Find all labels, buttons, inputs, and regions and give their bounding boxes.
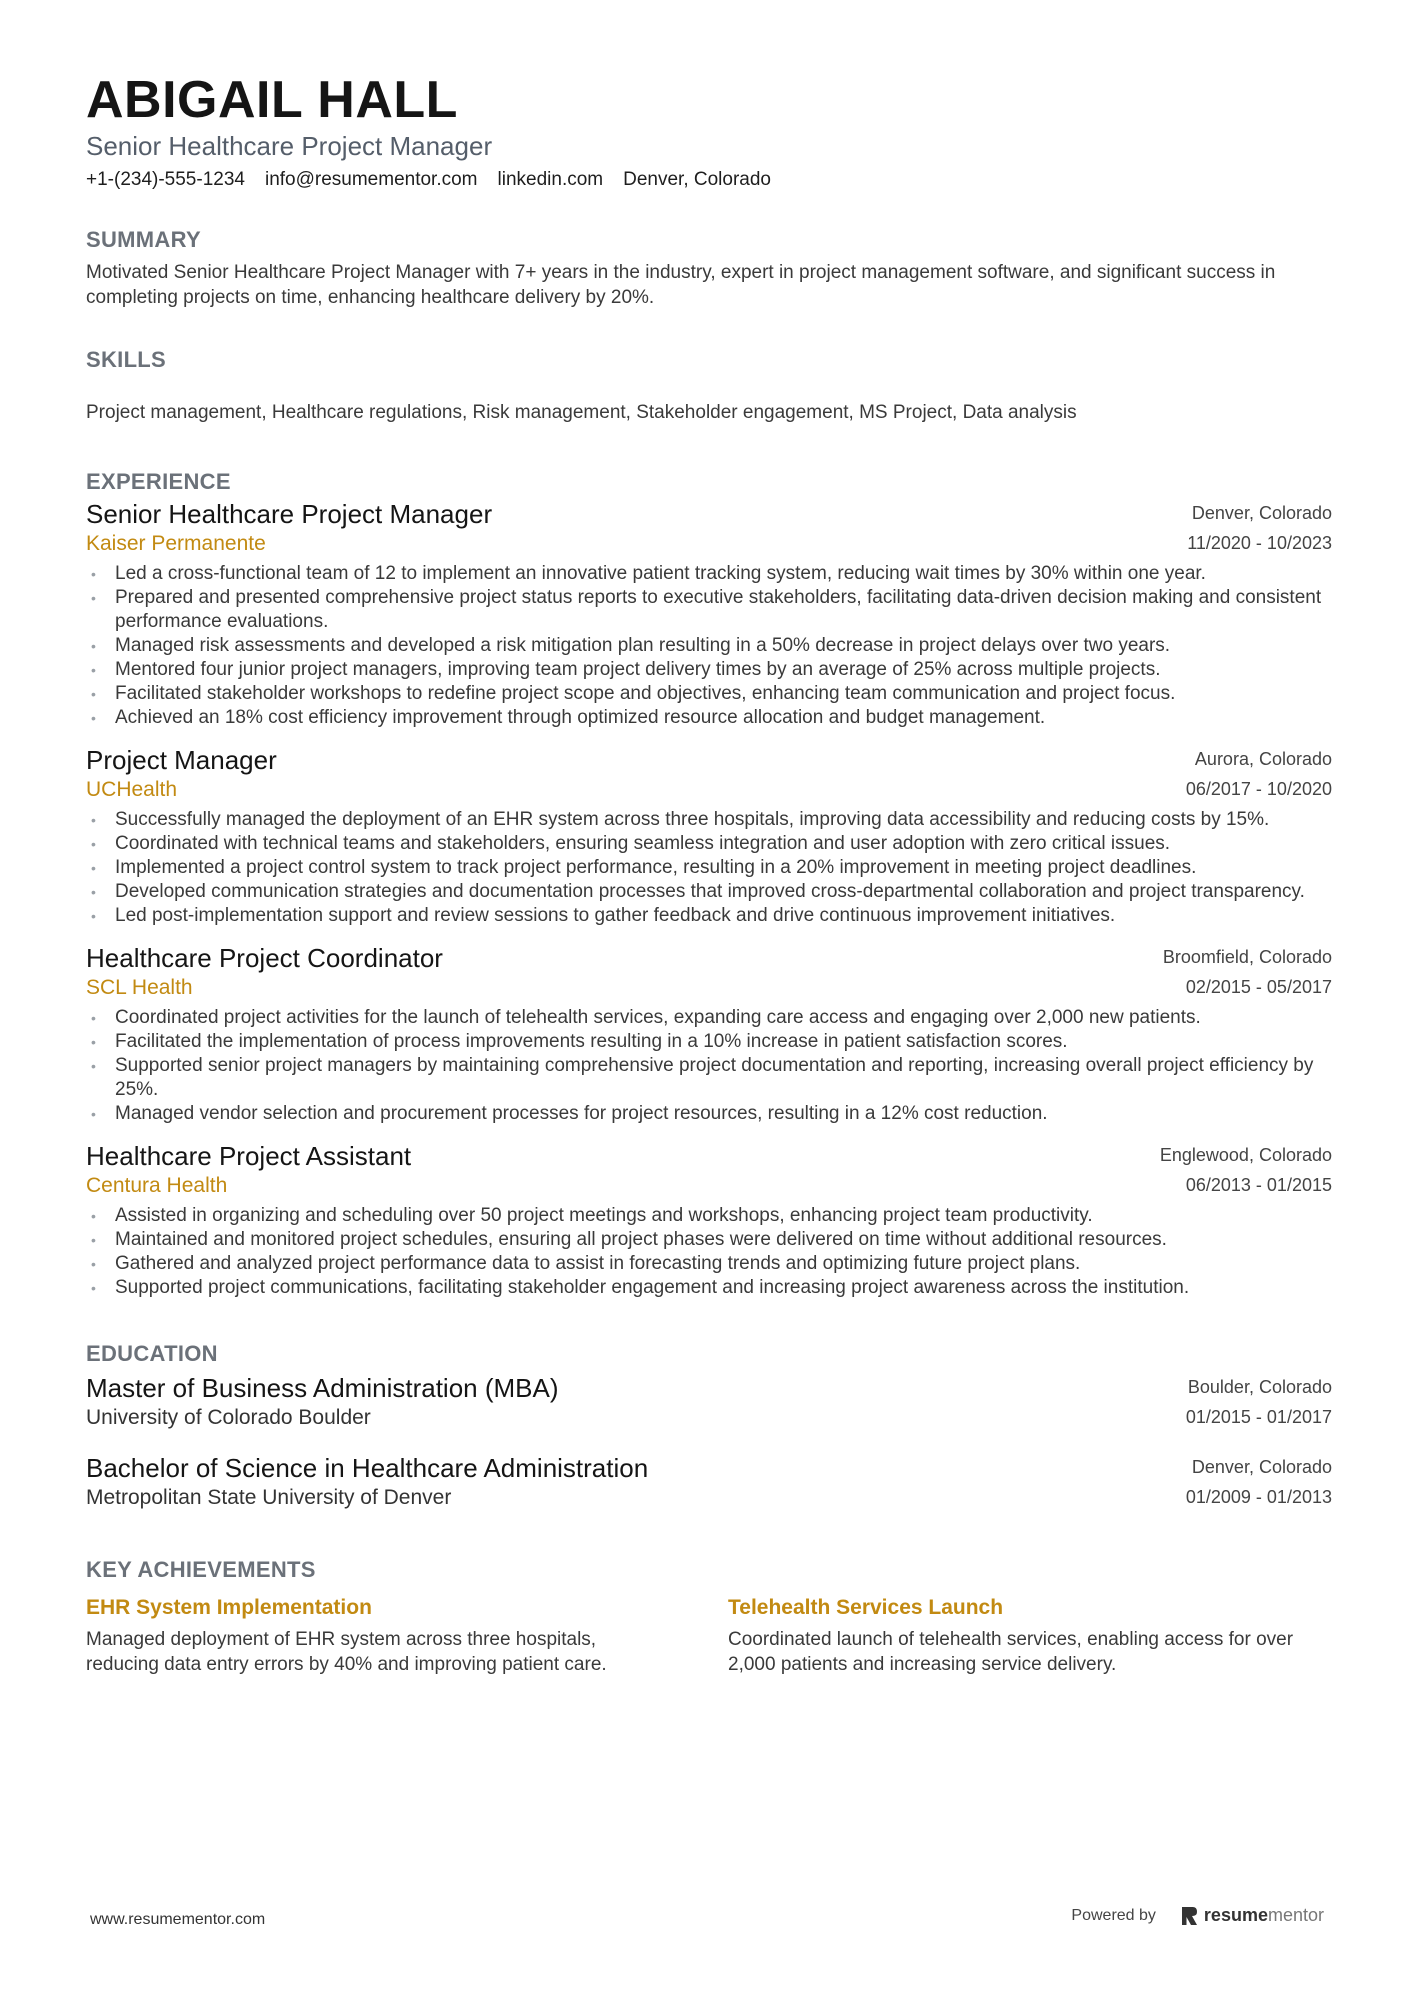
job-company: UCHealth (86, 778, 178, 801)
education-dates: 01/2009 - 01/2013 (1185, 1487, 1332, 1507)
achievement-item (86, 1594, 662, 1677)
bullet-item: • Supported senior project managers by maintaining comprehensive project documentation and reporting, increasing overall project efficiency by 25%. (86, 1054, 1332, 1102)
job-title: Senior Healthcare Project Manager (86, 499, 493, 529)
job-dates: 02/2015 - 05/2017 (1185, 977, 1332, 997)
job-bullets (86, 562, 1332, 730)
education-location: Boulder, Colorado (1187, 1377, 1332, 1397)
bullet-item: • Led post-implementation support and review sessions to gather feedback and drive continuous improvement initiatives. (86, 904, 1332, 928)
education-location: Denver, Colorado (1191, 1457, 1332, 1477)
job-title: Healthcare Project Assistant (86, 1141, 412, 1171)
job-dates: 06/2017 - 10/2020 (1185, 779, 1332, 799)
contact-info (86, 168, 1332, 192)
job-bullets (86, 1204, 1332, 1300)
school-name: Metropolitan State University of Denver (86, 1486, 452, 1509)
job-bullets (86, 1006, 1332, 1126)
experience-heading: EXPERIENCE (86, 469, 231, 494)
contact-location: Denver, Colorado (623, 169, 771, 190)
achievement-desc: Managed deployment of EHR system across three hospitals, reducing data entry errors by 40% and improving patient care. (86, 1629, 607, 1675)
achievements-heading: KEY ACHIEVEMENTS (86, 1557, 316, 1582)
bullet-item: • Supported project communications, facilitating stakeholder engagement and increasing project awareness across the institution. (86, 1276, 1332, 1300)
job-company: Centura Health (86, 1174, 228, 1197)
bullet-item: • Managed risk assessments and developed a risk mitigation plan resulting in a 50% decrease in project delays over two years. (86, 634, 1332, 658)
job-entry (86, 498, 1332, 730)
resume-header (86, 70, 1332, 192)
job-dates: 11/2020 - 10/2023 (1187, 533, 1332, 553)
brand-resume: resume (1203, 1905, 1268, 1925)
footer-website[interactable]: www.resumementor.com (90, 1911, 266, 1928)
bullet-item: • Coordinated with technical teams and stakeholders, ensuring seamless integration and user adoption with zero critical issues. (86, 832, 1332, 856)
skills-heading: SKILLS (86, 347, 167, 372)
job-location: Englewood, Colorado (1159, 1145, 1332, 1165)
achievement-item (728, 1594, 1304, 1677)
bullet-item: • Prepared and presented comprehensive project status reports to executive stakeholders, facilitating data-driven decision making and consistent performance evaluations. (86, 586, 1332, 634)
job-bullets (86, 808, 1332, 928)
achievement-title: Telehealth Services Launch (728, 1596, 1004, 1619)
bullet-item: • Developed communication strategies and documentation processes that improved cross-departmental collaboration and project transparency. (86, 880, 1332, 904)
job-entry (86, 942, 1332, 1126)
contact-linkedin[interactable]: linkedin.com (497, 169, 604, 190)
bullet-item: • Maintained and monitored project schedules, ensuring all project phases were delivered on time without additional resources. (86, 1228, 1332, 1252)
experience-section (86, 468, 1332, 1300)
summary-section (86, 226, 1332, 310)
school-name: University of Colorado Boulder (86, 1406, 371, 1429)
job-location: Aurora, Colorado (1194, 749, 1332, 769)
powered-by-label: Powered by (1071, 1906, 1156, 1924)
bullet-item: • Achieved an 18% cost efficiency improvement through optimized resource allocation and budget management. (86, 706, 1332, 730)
achievement-title: EHR System Implementation (86, 1596, 372, 1619)
bullet-item: • Successfully managed the deployment of an EHR system across three hospitals, improving data accessibility and reducing costs by 15%. (86, 808, 1332, 832)
bullet-item: • Managed vendor selection and procurement processes for project resources, resulting in a 12% cost reduction. (86, 1102, 1332, 1126)
footer-branding (1071, 1905, 1324, 1926)
job-company: SCL Health (86, 976, 193, 999)
bullet-item: • Facilitated stakeholder workshops to redefine project scope and objectives, enhancing team communication and project focus. (86, 682, 1332, 706)
summary-heading: SUMMARY (86, 227, 201, 252)
job-title: Healthcare Project Coordinator (86, 943, 443, 973)
education-dates: 01/2015 - 01/2017 (1185, 1407, 1332, 1427)
job-title: Project Manager (86, 745, 277, 775)
job-location: Broomfield, Colorado (1162, 947, 1332, 967)
contact-phone: +1-(234)-555-1234 (86, 169, 245, 190)
bullet-item: • Led a cross-functional team of 12 to implement an innovative patient tracking system, reducing wait times by 30% within one year. (86, 562, 1332, 586)
job-entry (86, 744, 1332, 928)
job-location: Denver, Colorado (1191, 503, 1332, 523)
candidate-title: Senior Healthcare Project Manager (86, 131, 493, 161)
skills-section (86, 346, 1332, 425)
skills-text: Project management, Healthcare regulations, Risk management, Stakeholder engagement, MS Project, Data analysis (86, 402, 1077, 423)
resumementor-logo-icon (1180, 1906, 1198, 1926)
education-entry (86, 1452, 1332, 1512)
resume-page (86, 70, 1332, 1677)
education-entry (86, 1372, 1332, 1432)
degree-title: Bachelor of Science in Healthcare Administration (86, 1453, 649, 1483)
bullet-item: • Gathered and analyzed project performance data to assist in forecasting trends and optimizing future project plans. (86, 1252, 1332, 1276)
job-entry (86, 1140, 1332, 1300)
resumementor-logo[interactable] (1180, 1905, 1324, 1926)
job-company: Kaiser Permanente (86, 532, 266, 555)
education-section (86, 1340, 1332, 1512)
achievement-desc: Coordinated launch of telehealth services, enabling access for over 2,000 patients and increasing service delivery. (728, 1629, 1294, 1675)
candidate-name: ABIGAIL HALL (86, 71, 458, 129)
bullet-item: • Implemented a project control system to track project performance, resulting in a 20% improvement in meeting project deadlines. (86, 856, 1332, 880)
bullet-item: • Facilitated the implementation of process improvements resulting in a 10% increase in patient satisfaction scores. (86, 1030, 1332, 1054)
bullet-item: • Coordinated project activities for the launch of telehealth services, expanding care access and engaging over 2,000 new patients. (86, 1006, 1332, 1030)
brand-mentor: mentor (1267, 1905, 1324, 1925)
summary-text: Motivated Senior Healthcare Project Manager with 7+ years in the industry, expert in project management software, and significant success in completing projects on time, enhancing healthcare delivery by 20%. (86, 262, 1276, 308)
contact-email[interactable]: info@resumementor.com (264, 169, 478, 190)
degree-title: Master of Business Administration (MBA) (86, 1373, 559, 1403)
bullet-item: • Mentored four junior project managers, improving team project delivery times by an average of 25% across multiple projects. (86, 658, 1332, 682)
education-heading: EDUCATION (86, 1341, 218, 1366)
bullet-item: • Assisted in organizing and scheduling over 50 project meetings and workshops, enhancing project team productivity. (86, 1204, 1332, 1228)
achievements-section (86, 1556, 1332, 1677)
job-dates: 06/2013 - 01/2015 (1185, 1175, 1332, 1195)
